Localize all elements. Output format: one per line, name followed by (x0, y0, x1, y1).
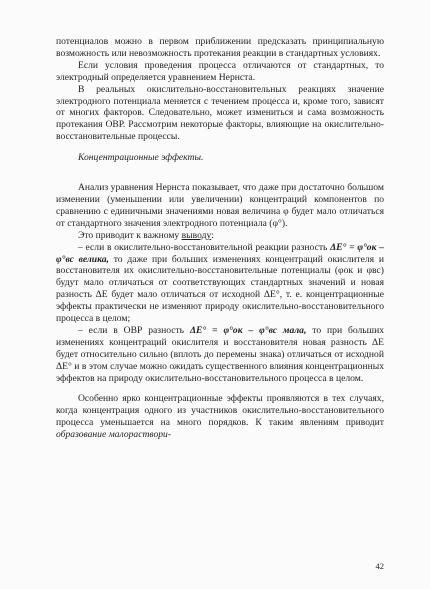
case-large-text: то даже при больших изменениях концентраций окислителя и восстановителя их окислительно-восстановительные потенциалы (φок и φвс) будут мало отличаться от соответствующих стандартных значений и новая разность ΔE будет мало отличаться от исходной ΔE°, т. е. концентрационные эффекты практически не изменяют природу окислительно-восстановительного процесса в целом; (56, 253, 384, 325)
paragraph-3: В реальных окислительно-восстановительных реакциях значение электродного потенциала меняется с течением процесса и, кроме того, зависят от многих факторов. Следовательно, может измениться и сама возможность протекания ОВР. Рассмотрим некоторые факторы, влияющие на окислительно-восстановительные процессы. (56, 83, 384, 143)
case-small-lead: – если в ОВР разность (78, 324, 190, 336)
paragraph-5 (56, 230, 384, 242)
conclusion-lead: Это приводит к важному (78, 229, 182, 241)
paragraph-7 (56, 325, 384, 385)
spacer (56, 143, 384, 152)
paragraph-8 (56, 393, 384, 441)
section-heading: Концентрационные эффекты. (78, 152, 204, 164)
case-small-text: то при больших изменениях концентраций окислителя и восстановителя новая разность ΔE будет относительно сильно (вплоть до перемены знака) отличаться от исходной ΔE° и в этом случае можно ожидать существенного влияния концентрационных эффектов на природу окислительно-восстановительного процесса в целом. (56, 324, 385, 384)
page-number: 42 (375, 561, 384, 571)
paragraph-8-text: Особенно ярко концентрационные эффекты проявляются в тех случаях, когда концентрация одного из участников окислительно-восстановительного процесса уменьшается на много порядков. К таким явлениям приводит (56, 393, 384, 429)
conclusion-word: выводу (181, 229, 212, 241)
case-large-lead: – если в окислительно-восстановительной реакции разность (78, 241, 331, 253)
spacer (56, 164, 384, 182)
colon: : (211, 229, 214, 241)
case-large-formula: ΔE° = φ°ок – φ°вс велика, (56, 241, 384, 265)
paragraph-2: Если условия проведения процесса отличаются от стандартных, то электродный определяется уравнением Нернста. (56, 59, 384, 83)
paragraph-8-italic: образование малораствори- (56, 429, 172, 441)
paragraph-1: потенциалов можно в первом приближении предсказать принципиальную возможность или невозможность протекания реакции в стандартных условиях. (56, 36, 384, 59)
case-small-formula: ΔE° = φ°ок – φ°вс мала, (189, 324, 307, 336)
spacer (56, 384, 384, 393)
paragraph-4: Анализ уравнения Нернста показывает, что даже при достаточно большом изменении (уменьшении или увеличении) концентраций компонентов по сравнению с единичными значениями новая величина φ будет мало отличаться от стандартного значения электродного потенциала (φ°). (56, 182, 384, 229)
text-column (56, 36, 384, 441)
paragraph-6 (56, 242, 384, 325)
